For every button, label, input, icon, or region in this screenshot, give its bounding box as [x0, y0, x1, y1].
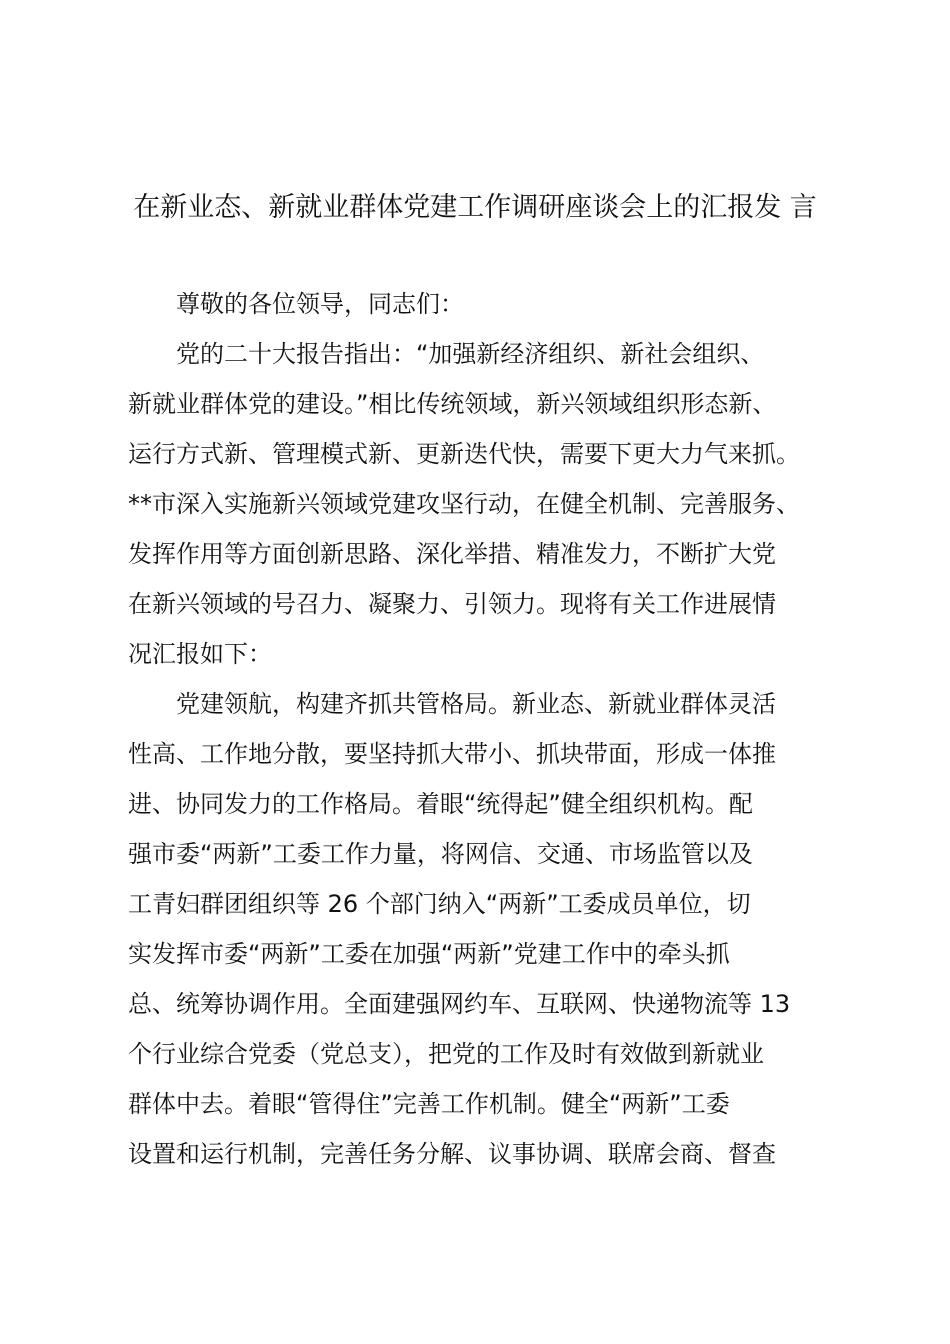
- intro-paragraph: 党的二十大报告指出：“加强新经济组织、新社会组织、 新就业群体党的建设。”相比传统领域，新兴领域组织形态新、 运行方式新、管理模式新、更新迭代快，需要下更大力气来抓。 **市深入实施新兴领域党建攻坚行动，在健全机制、完善服务、 发挥作用等方面创新思路、深化举措、精准发力，不断扩大党 在新兴领域的号召力、凝聚力、引领力。现将有关工作进展情 况汇报如下：: [128, 340, 800, 668]
- party-building-paragraph: 党建领航，构建齐抓共管格局。新业态、新就业群体灵活 性高、工作地分散，要坚持抓大带小、抓块带面，形成一体推 进、协同发力的工作格局。着眼“统得起”健全组织机构。配 强市委“两新”工委工作力量，将网信、交通、市场监管以及 工青妇群团组织等 26 个部门纳入“两新”工委成员单位，切 实发挥市委“两新”工委在加强“两新”党建工作中的牵头抓 总、统筹协调作用。全面建强网约车、互联网、快递物流等 13 个行业综合党委（党总支），把党的工作及时有效做到新就业 群体中去。着眼“管得住”完善工作机制。健全“两新”工委 设置和运行机制，完善任务分解、议事协调、联席会商、督查: [128, 690, 791, 1168]
- salutation-paragraph: 尊敬的各位领导，同志们：: [176, 290, 464, 318]
- document-body: [128, 279, 848, 1179]
- document-title: 在新业态、新就业群体党建工作调研座谈会上的汇报发 言: [133, 192, 817, 223]
